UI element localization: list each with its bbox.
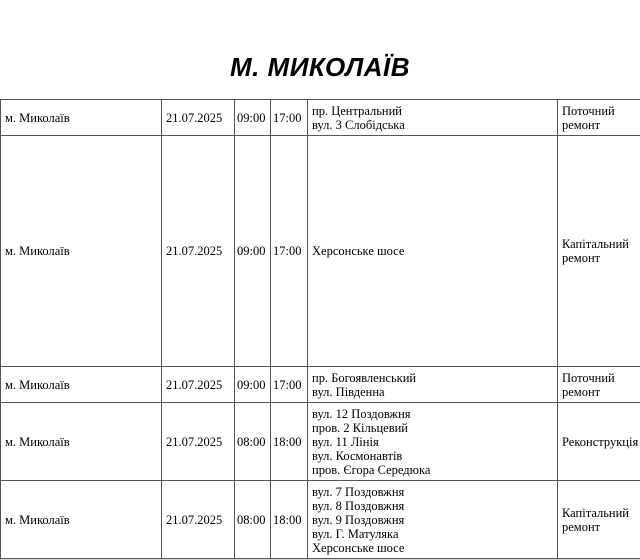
streets-cell <box>308 100 558 136</box>
city-cell: м. Миколаїв <box>1 481 162 559</box>
street-name: вул. 12 Поздовжня <box>312 407 555 421</box>
street-name: вул. Г. Матуляка <box>312 527 555 541</box>
work-type-line: Реконструкція <box>562 435 640 449</box>
start-time-cell: 08:00 <box>235 481 271 559</box>
page-title: М. МИКОЛАЇВ <box>0 52 640 83</box>
street-name: вул. 7 Поздовжня <box>312 485 555 499</box>
work-type-cell <box>558 481 640 559</box>
street-name: пров. Єгора Середюка <box>312 463 555 477</box>
city-cell: м. Миколаїв <box>1 367 162 403</box>
streets-cell <box>308 367 558 403</box>
work-type-cell <box>558 367 640 403</box>
street-name: вул. Космонавтів <box>312 449 555 463</box>
street-name: вул. 8 Поздовжня <box>312 499 555 513</box>
work-type-cell <box>558 403 640 481</box>
street-name: вул. 3 Слобідська <box>312 118 555 132</box>
city-cell: м. Миколаїв <box>1 136 162 367</box>
table-row <box>1 100 640 136</box>
work-type-cell <box>558 136 640 367</box>
street-name: вул. Південна <box>312 385 555 399</box>
date-cell: 21.07.2025 <box>162 136 235 367</box>
date-cell: 21.07.2025 <box>162 367 235 403</box>
work-type-line: ремонт <box>562 251 640 265</box>
street-name: пров. 2 Кільцевий <box>312 421 555 435</box>
end-time-cell: 18:00 <box>271 403 308 481</box>
date-cell: 21.07.2025 <box>162 481 235 559</box>
table-row <box>1 367 640 403</box>
street-name: пр. Центральний <box>312 104 555 118</box>
table-row <box>1 481 640 559</box>
work-type-line: Поточний <box>562 104 640 118</box>
streets-cell <box>308 403 558 481</box>
streets-cell <box>308 136 558 367</box>
date-cell: 21.07.2025 <box>162 403 235 481</box>
city-cell: м. Миколаїв <box>1 100 162 136</box>
table-row <box>1 136 640 367</box>
work-type-line: ремонт <box>562 520 640 534</box>
table-row <box>1 403 640 481</box>
street-name: вул. 9 Поздовжня <box>312 513 555 527</box>
start-time-cell: 09:00 <box>235 136 271 367</box>
start-time-cell: 08:00 <box>235 403 271 481</box>
work-type-line: ремонт <box>562 118 640 132</box>
end-time-cell: 17:00 <box>271 100 308 136</box>
start-time-cell: 09:00 <box>235 100 271 136</box>
street-name: пр. Богоявленський <box>312 371 555 385</box>
end-time-cell: 17:00 <box>271 136 308 367</box>
end-time-cell: 17:00 <box>271 367 308 403</box>
work-type-line: Капітальний <box>562 237 640 251</box>
date-cell: 21.07.2025 <box>162 100 235 136</box>
street-name: Херсонське шосе <box>312 541 555 555</box>
streets-cell <box>308 481 558 559</box>
city-cell: м. Миколаїв <box>1 403 162 481</box>
end-time-cell: 18:00 <box>271 481 308 559</box>
start-time-cell: 09:00 <box>235 367 271 403</box>
outage-schedule-table <box>0 99 640 559</box>
work-type-line: ремонт <box>562 385 640 399</box>
work-type-line: Поточний <box>562 371 640 385</box>
street-name: вул. 11 Лінія <box>312 435 555 449</box>
street-name: Херсонське шосе <box>312 244 555 258</box>
work-type-line: Капітальний <box>562 506 640 520</box>
work-type-cell <box>558 100 640 136</box>
